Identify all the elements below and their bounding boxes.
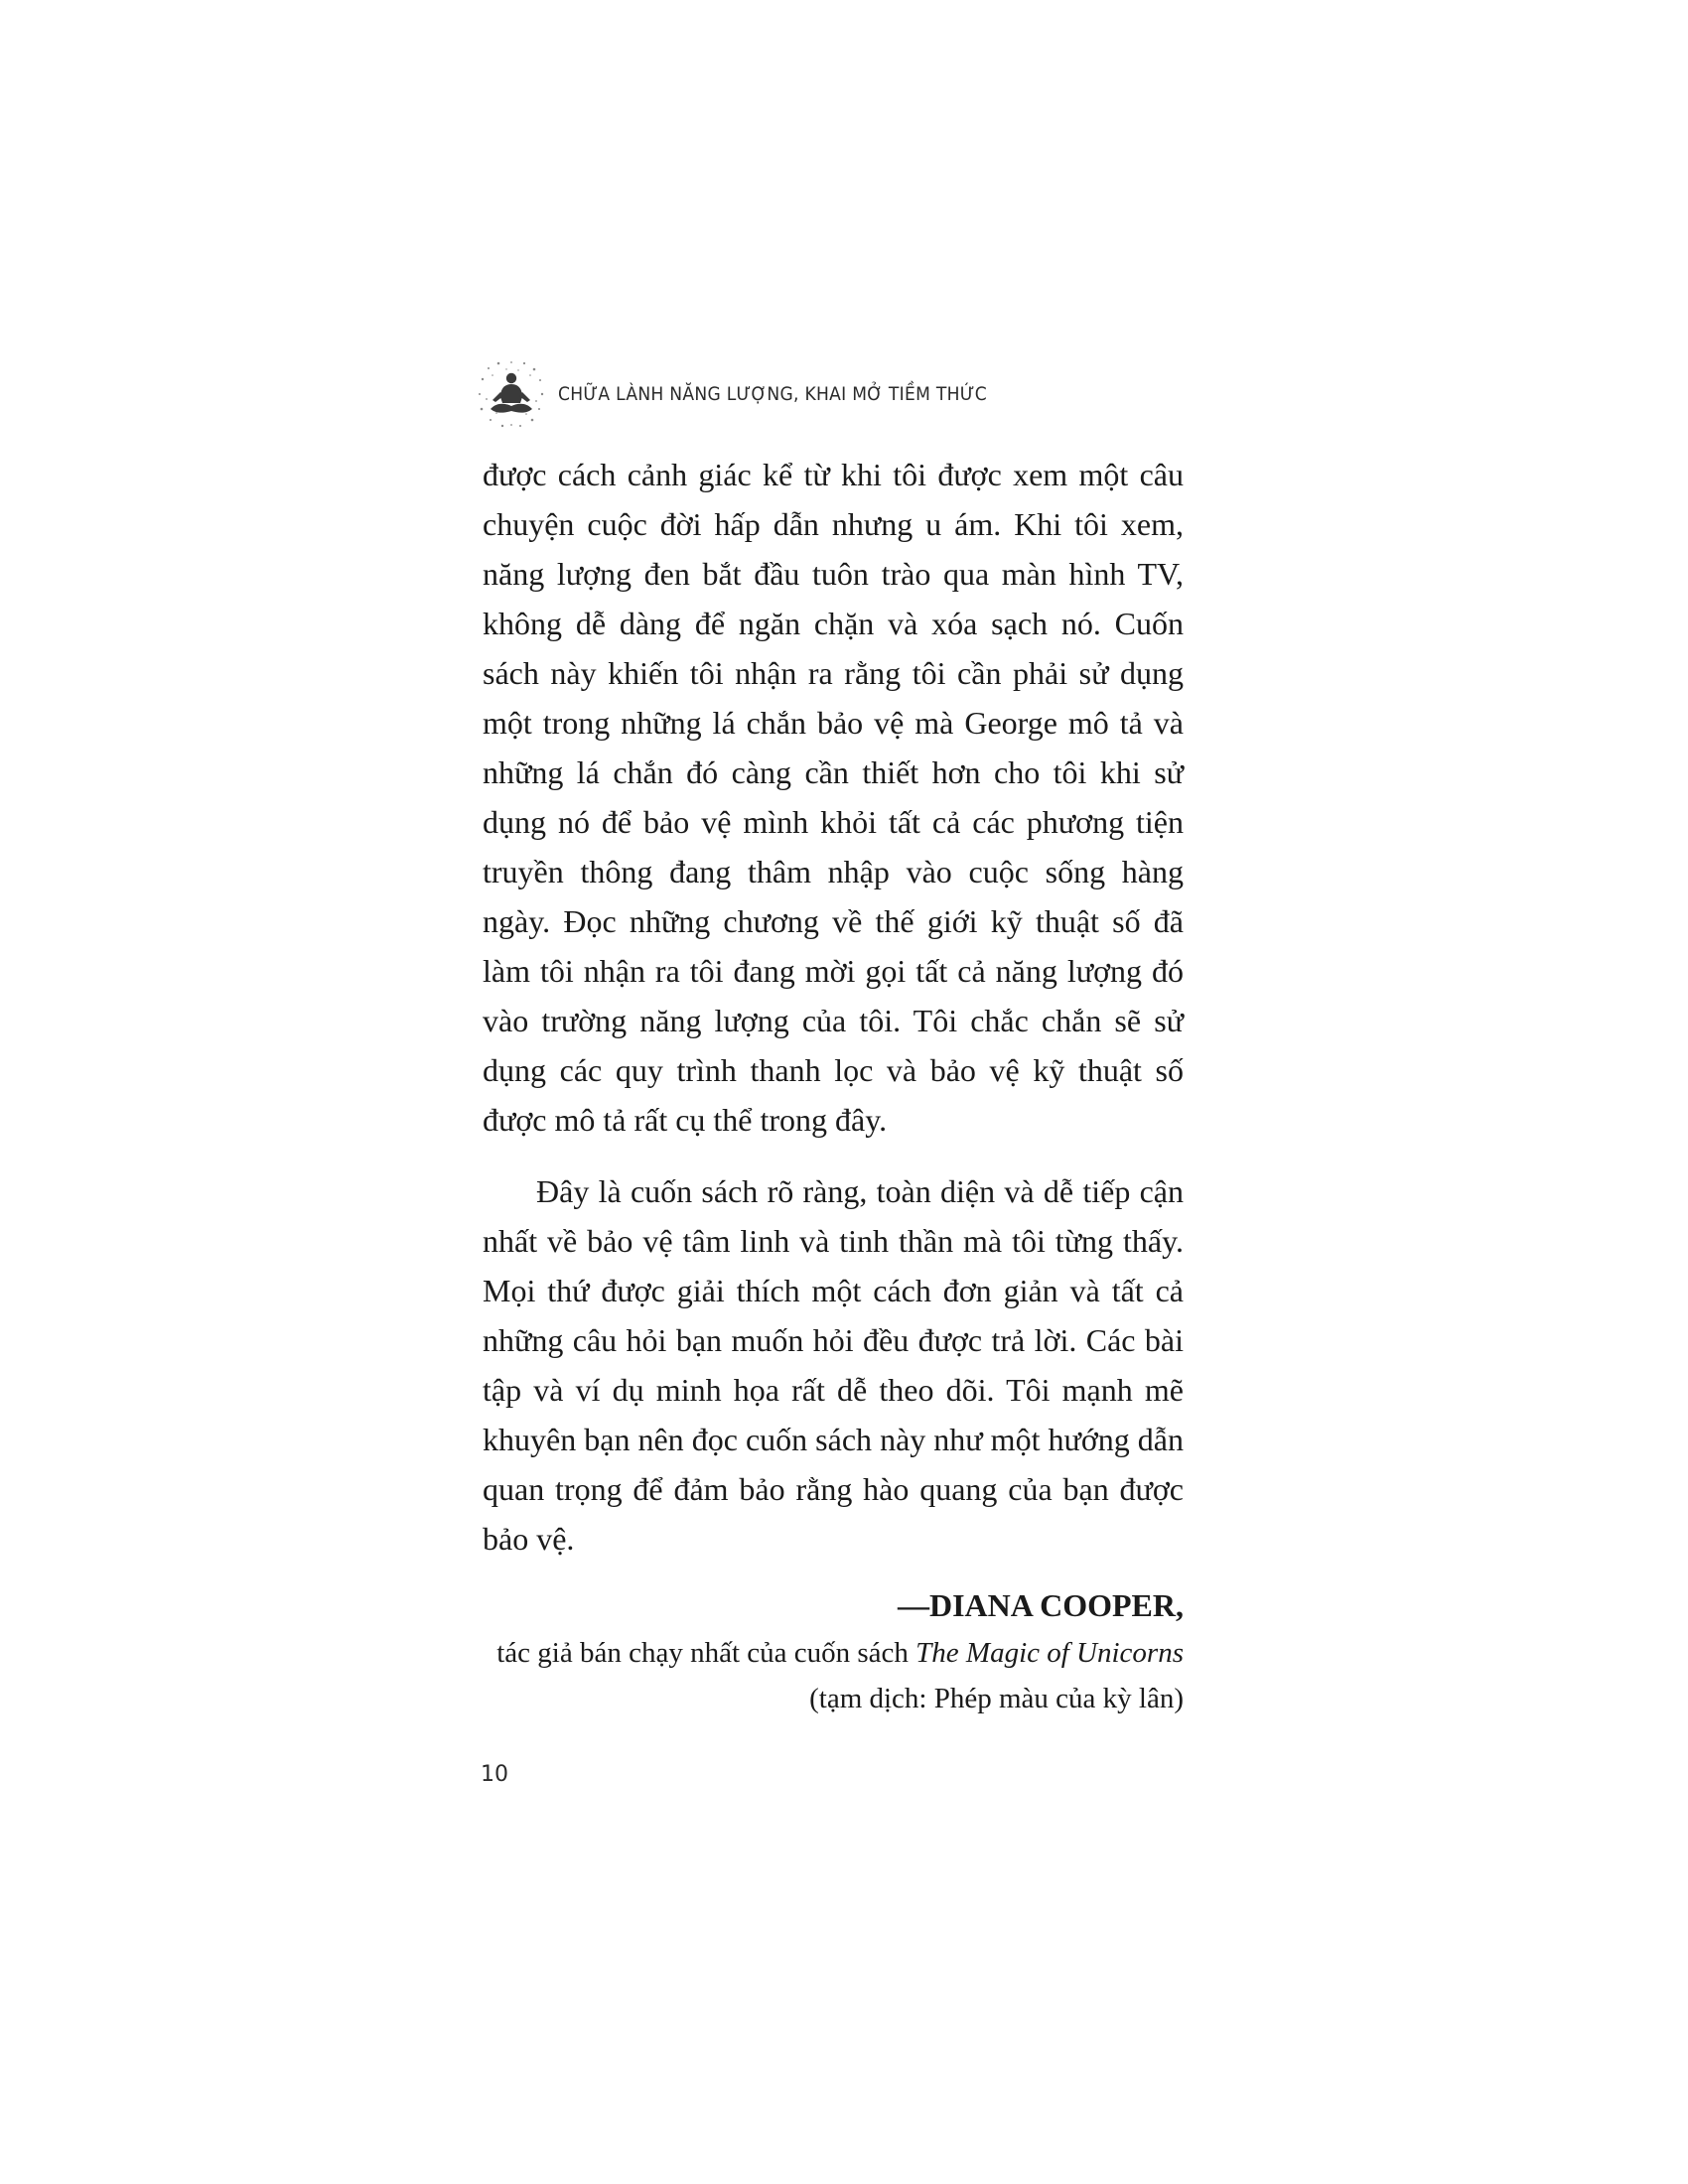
body-text xyxy=(483,450,1184,1564)
author-description-text: tác giả bán chạy nhất của cuốn sách xyxy=(496,1637,916,1669)
running-header-title: CHỮA LÀNH NĂNG LƯỢNG, KHAI MỞ TIỀM THỨC xyxy=(558,383,987,405)
book-title: The Magic of Unicorns xyxy=(915,1637,1184,1669)
meditating-figure-icon xyxy=(477,359,546,429)
author-name: —DIANA COOPER xyxy=(897,1587,1176,1623)
attribution-name-line xyxy=(483,1580,1184,1630)
author-description xyxy=(483,1630,1184,1676)
paragraph-1: được cách cảnh giác kể từ khi tôi được xem một câu chuyện cuộc đời hấp dẫn nhưng u ám. Khi tôi xem, năng lượng đen bắt đầu tuôn trào qua màn hình TV, không dễ dàng để ngăn chặn và xóa sạch nó. Cuốn sách này khiến tôi nhận ra rằng tôi cần phải sử dụng một trong những lá chắn bảo vệ mà George mô tả và những lá chắn đó càng cần thiết hơn cho tôi khi sử dụng nó để bảo vệ mình khỏi tất cả các phương tiện truyền thông đang thâm nhập vào cuộc sống hàng ngày. Đọc những chương về thế giới kỹ thuật số đã làm tôi nhận ra tôi đang mời gọi tất cả năng lượng đó vào trường năng lượng của tôi. Tôi chắc chắn sẽ sử dụng các quy trình thanh lọc và bảo vệ kỹ thuật số được mô tả rất cụ thể trong đây. xyxy=(483,457,1184,1138)
page-number: 10 xyxy=(481,1762,508,1787)
paragraph-2: Đây là cuốn sách rõ ràng, toàn diện và dễ tiếp cận nhất về bảo vệ tâm linh và tinh thần mà tôi từng thấy. Mọi thứ được giải thích một cách đơn giản và tất cả những câu hỏi bạn muốn hỏi đều được trả lời. Các bài tập và ví dụ minh họa rất dễ theo dõi. Tôi mạnh mẽ khuyên bạn nên đọc cuốn sách này như một hướng dẫn quan trọng để đảm bảo rằng hào quang của bạn được bảo vệ. xyxy=(483,1173,1184,1557)
attribution xyxy=(483,1580,1184,1721)
running-header xyxy=(477,359,987,429)
translation-note: (tạm dịch: Phép màu của kỳ lân) xyxy=(809,1683,1184,1714)
author-name-comma: , xyxy=(1176,1587,1184,1623)
